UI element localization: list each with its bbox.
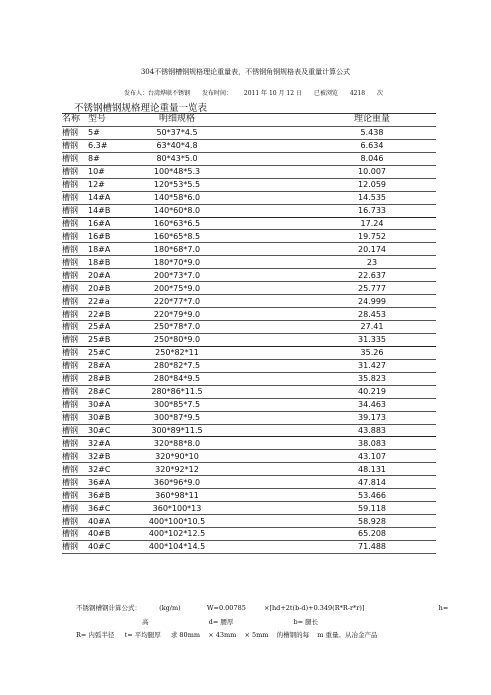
cell-spec: 280*86*11.5 [116, 385, 238, 398]
cell-weight: 22.637 [238, 269, 436, 282]
cell-weight: 14.535 [238, 191, 436, 204]
cell-spec: 320*90*10 [116, 450, 238, 463]
cell-type: 16#A [86, 217, 116, 230]
cell-spec: 160*65*8.5 [116, 230, 238, 243]
col-header-weight: 理论重量 [238, 114, 436, 127]
table-row [62, 204, 436, 217]
formula-q2: × 43mm [208, 631, 237, 639]
cell-weight: 38.083 [238, 437, 436, 450]
cell-type: 28#C [86, 385, 116, 398]
cell-name: 槽钢 [62, 372, 86, 385]
col-header-type: 型号 [86, 114, 116, 127]
cell-spec: 140*60*8.0 [116, 204, 238, 217]
cell-weight: 24.999 [238, 295, 436, 308]
cell-name: 槽钢 [62, 256, 86, 269]
table-row [62, 178, 436, 191]
cell-name: 槽钢 [62, 450, 86, 463]
formula-expr: ×[hd+2t(b-d)+0.349(R*R-r*r)] [264, 604, 365, 612]
cell-spec: 320*88*8.0 [116, 437, 238, 450]
cell-weight: 59.118 [238, 502, 436, 515]
table-row [62, 398, 436, 411]
cell-type: 14#B [86, 204, 116, 217]
table-row [62, 256, 436, 269]
cell-name: 槽钢 [62, 308, 86, 321]
cell-type: 36#A [86, 476, 116, 489]
table-row [62, 528, 436, 541]
cell-spec: 180*68*7.0 [116, 243, 238, 256]
cell-name: 槽钢 [62, 178, 86, 191]
cell-spec: 280*82*7.5 [116, 359, 238, 372]
cell-spec: 80*43*5.0 [116, 152, 238, 165]
cell-name: 槽钢 [62, 139, 86, 152]
table-row [62, 540, 436, 553]
cell-type: 12# [86, 178, 116, 191]
cell-weight: 47.814 [238, 476, 436, 489]
cell-weight: 65.208 [238, 528, 436, 541]
table-row [62, 437, 436, 450]
cell-name: 槽钢 [62, 191, 86, 204]
cell-spec: 160*63*6.5 [116, 217, 238, 230]
cell-name: 槽钢 [62, 165, 86, 178]
formula-line-3 [76, 630, 378, 639]
formula-w: W=0.00785 [206, 604, 246, 612]
cell-name: 槽钢 [62, 333, 86, 346]
cell-name: 槽钢 [62, 385, 86, 398]
cell-weight: 53.466 [238, 489, 436, 502]
table-row [62, 126, 436, 139]
cell-weight: 8.046 [238, 152, 436, 165]
formula-h-label: 高 [142, 618, 149, 626]
table-row [62, 333, 436, 346]
cell-spec: 400*104*14.5 [116, 540, 238, 553]
formula-label: 不锈钢槽钢计算公式： [76, 604, 141, 612]
table-row [62, 450, 436, 463]
cell-weight: 39.173 [238, 411, 436, 424]
cell-spec: 300*85*7.5 [116, 398, 238, 411]
cell-type: 36#B [86, 489, 116, 502]
formula-q1: 求 80mm [170, 631, 201, 639]
cell-type: 36#C [86, 502, 116, 515]
cell-type: 16#B [86, 230, 116, 243]
formula-line-2 [142, 617, 318, 626]
formula-q3: × 5mm [244, 631, 269, 639]
formula-b: b= 腿长 [293, 618, 319, 626]
cell-spec: 220*77*7.0 [116, 295, 238, 308]
views-label: 已被浏览 [313, 90, 338, 97]
table-row [62, 476, 436, 489]
table-row [62, 515, 436, 528]
cell-type: 30#A [86, 398, 116, 411]
cell-type: 18#A [86, 243, 116, 256]
cell-name: 槽钢 [62, 346, 86, 359]
cell-weight: 27.41 [238, 321, 436, 334]
cell-name: 槽钢 [62, 528, 86, 541]
cell-weight: 5.438 [238, 126, 436, 139]
cell-type: 32#A [86, 437, 116, 450]
cell-spec: 360*100*13 [116, 502, 238, 515]
cell-spec: 200*73*7.0 [116, 269, 238, 282]
formula-line-1 [76, 603, 448, 612]
table-row [62, 139, 436, 152]
views-unit: 次 [377, 90, 384, 97]
table-title: 不锈钢槽钢规格理论重量一览表 [74, 103, 208, 114]
table-row [62, 321, 436, 334]
table-row [62, 424, 436, 437]
cell-type: 30#B [86, 411, 116, 424]
cell-name: 槽钢 [62, 295, 86, 308]
publish-label: 发布时间： [201, 90, 232, 97]
cell-weight: 17.24 [238, 217, 436, 230]
formula-h: h= [438, 604, 449, 612]
cell-type: 6.3# [86, 139, 116, 152]
cell-spec: 100*48*5.3 [116, 165, 238, 178]
cell-type: 30#C [86, 424, 116, 437]
table-row [62, 359, 436, 372]
cell-type: 22#B [86, 308, 116, 321]
cell-spec: 63*40*4.8 [116, 139, 238, 152]
cell-weight: 35.823 [238, 372, 436, 385]
table-row [62, 282, 436, 295]
cell-name: 槽钢 [62, 424, 86, 437]
table-row [62, 269, 436, 282]
cell-type: 14#A [86, 191, 116, 204]
cell-name: 槽钢 [62, 152, 86, 165]
cell-type: 40#B [86, 528, 116, 541]
cell-type: 20#B [86, 282, 116, 295]
formula-unit: (kg/m) [159, 604, 181, 612]
cell-spec: 250*78*7.0 [116, 321, 238, 334]
cell-spec: 300*87*9.5 [116, 411, 238, 424]
views-count: 4218 [349, 90, 366, 97]
cell-name: 槽钢 [62, 398, 86, 411]
cell-name: 槽钢 [62, 126, 86, 139]
cell-type: 8# [86, 152, 116, 165]
cell-spec: 360*98*11 [116, 489, 238, 502]
cell-weight: 6.634 [238, 139, 436, 152]
cell-type: 18#B [86, 256, 116, 269]
cell-name: 槽钢 [62, 515, 86, 528]
table-row [62, 230, 436, 243]
table-row [62, 295, 436, 308]
cell-type: 25#C [86, 346, 116, 359]
cell-weight: 12.059 [238, 178, 436, 191]
cell-name: 槽钢 [62, 463, 86, 476]
cell-type: 28#B [86, 372, 116, 385]
cell-weight: 31.335 [238, 333, 436, 346]
cell-weight: 43.883 [238, 424, 436, 437]
table-header-row [62, 114, 436, 127]
cell-name: 槽钢 [62, 489, 86, 502]
cell-name: 槽钢 [62, 437, 86, 450]
cell-weight: 43.107 [238, 450, 436, 463]
cell-weight: 28.453 [238, 308, 436, 321]
table-row [62, 411, 436, 424]
formula-t: t= 平均腿厚 [124, 631, 161, 639]
cell-name: 槽钢 [62, 502, 86, 515]
cell-name: 槽钢 [62, 217, 86, 230]
cell-spec: 180*70*9.0 [116, 256, 238, 269]
cell-type: 5# [86, 126, 116, 139]
cell-spec: 400*102*12.5 [116, 528, 238, 541]
cell-name: 槽钢 [62, 230, 86, 243]
cell-weight: 34.463 [238, 398, 436, 411]
cell-name: 槽钢 [62, 243, 86, 256]
meta-line [124, 88, 393, 97]
cell-weight: 31.427 [238, 359, 436, 372]
cell-weight: 19.752 [238, 230, 436, 243]
table-row [62, 385, 436, 398]
cell-type: 25#B [86, 333, 116, 346]
document-title: 304不锈钢槽钢规格理论重量表，不锈钢角钢规格表及重量计算公式 [140, 68, 351, 76]
cell-type: 28#A [86, 359, 116, 372]
table-row [62, 217, 436, 230]
col-header-name: 名称 [62, 114, 86, 127]
spec-table [62, 113, 436, 554]
formula-q4: 的槽钢的每 [276, 631, 310, 639]
cell-spec: 220*79*9.0 [116, 308, 238, 321]
cell-name: 槽钢 [62, 540, 86, 553]
cell-weight: 58.928 [238, 515, 436, 528]
formula-r: R= 内弧半径 [76, 631, 115, 639]
cell-weight: 10.007 [238, 165, 436, 178]
table-row [62, 152, 436, 165]
cell-spec: 120*53*5.5 [116, 178, 238, 191]
cell-name: 槽钢 [62, 204, 86, 217]
cell-spec: 360*96*9.0 [116, 476, 238, 489]
cell-spec: 280*84*9.5 [116, 372, 238, 385]
table-row [62, 191, 436, 204]
table-row [62, 463, 436, 476]
cell-weight: 23 [238, 256, 436, 269]
cell-type: 22#a [86, 295, 116, 308]
publish-date: 2011 年 10 月 12 日 [243, 90, 302, 97]
cell-name: 槽钢 [62, 282, 86, 295]
cell-name: 槽钢 [62, 476, 86, 489]
cell-type: 40#A [86, 515, 116, 528]
cell-weight: 48.131 [238, 463, 436, 476]
cell-weight: 16.733 [238, 204, 436, 217]
cell-type: 10# [86, 165, 116, 178]
cell-type: 32#C [86, 463, 116, 476]
cell-spec: 320*92*12 [116, 463, 238, 476]
cell-type: 25#A [86, 321, 116, 334]
cell-name: 槽钢 [62, 359, 86, 372]
cell-spec: 250*80*9.0 [116, 333, 238, 346]
cell-type: 20#A [86, 269, 116, 282]
cell-spec: 250*82*11 [116, 346, 238, 359]
cell-name: 槽钢 [62, 321, 86, 334]
cell-weight: 35.26 [238, 346, 436, 359]
cell-spec: 400*100*10.5 [116, 515, 238, 528]
cell-type: 40#C [86, 540, 116, 553]
formula-d: d= 腰厚 [208, 618, 234, 626]
cell-name: 槽钢 [62, 411, 86, 424]
table-row [62, 502, 436, 515]
cell-name: 槽钢 [62, 269, 86, 282]
table-row [62, 489, 436, 502]
cell-spec: 50*37*4.5 [116, 126, 238, 139]
table-row [62, 243, 436, 256]
table-body [62, 126, 436, 553]
table-row [62, 372, 436, 385]
cell-spec: 140*58*6.0 [116, 191, 238, 204]
table-row [62, 165, 436, 178]
publisher: 发布人：台湾烨联不锈钢 [124, 90, 191, 97]
formula-q5: m 重量。从冶金产品 [317, 631, 378, 639]
cell-spec: 300*89*11.5 [116, 424, 238, 437]
col-header-spec: 明细规格 [116, 114, 238, 127]
cell-weight: 25.777 [238, 282, 436, 295]
cell-spec: 200*75*9.0 [116, 282, 238, 295]
cell-type: 32#B [86, 450, 116, 463]
table-row [62, 308, 436, 321]
cell-weight: 71.488 [238, 540, 436, 553]
cell-weight: 40.219 [238, 385, 436, 398]
table-row [62, 346, 436, 359]
cell-weight: 20.174 [238, 243, 436, 256]
